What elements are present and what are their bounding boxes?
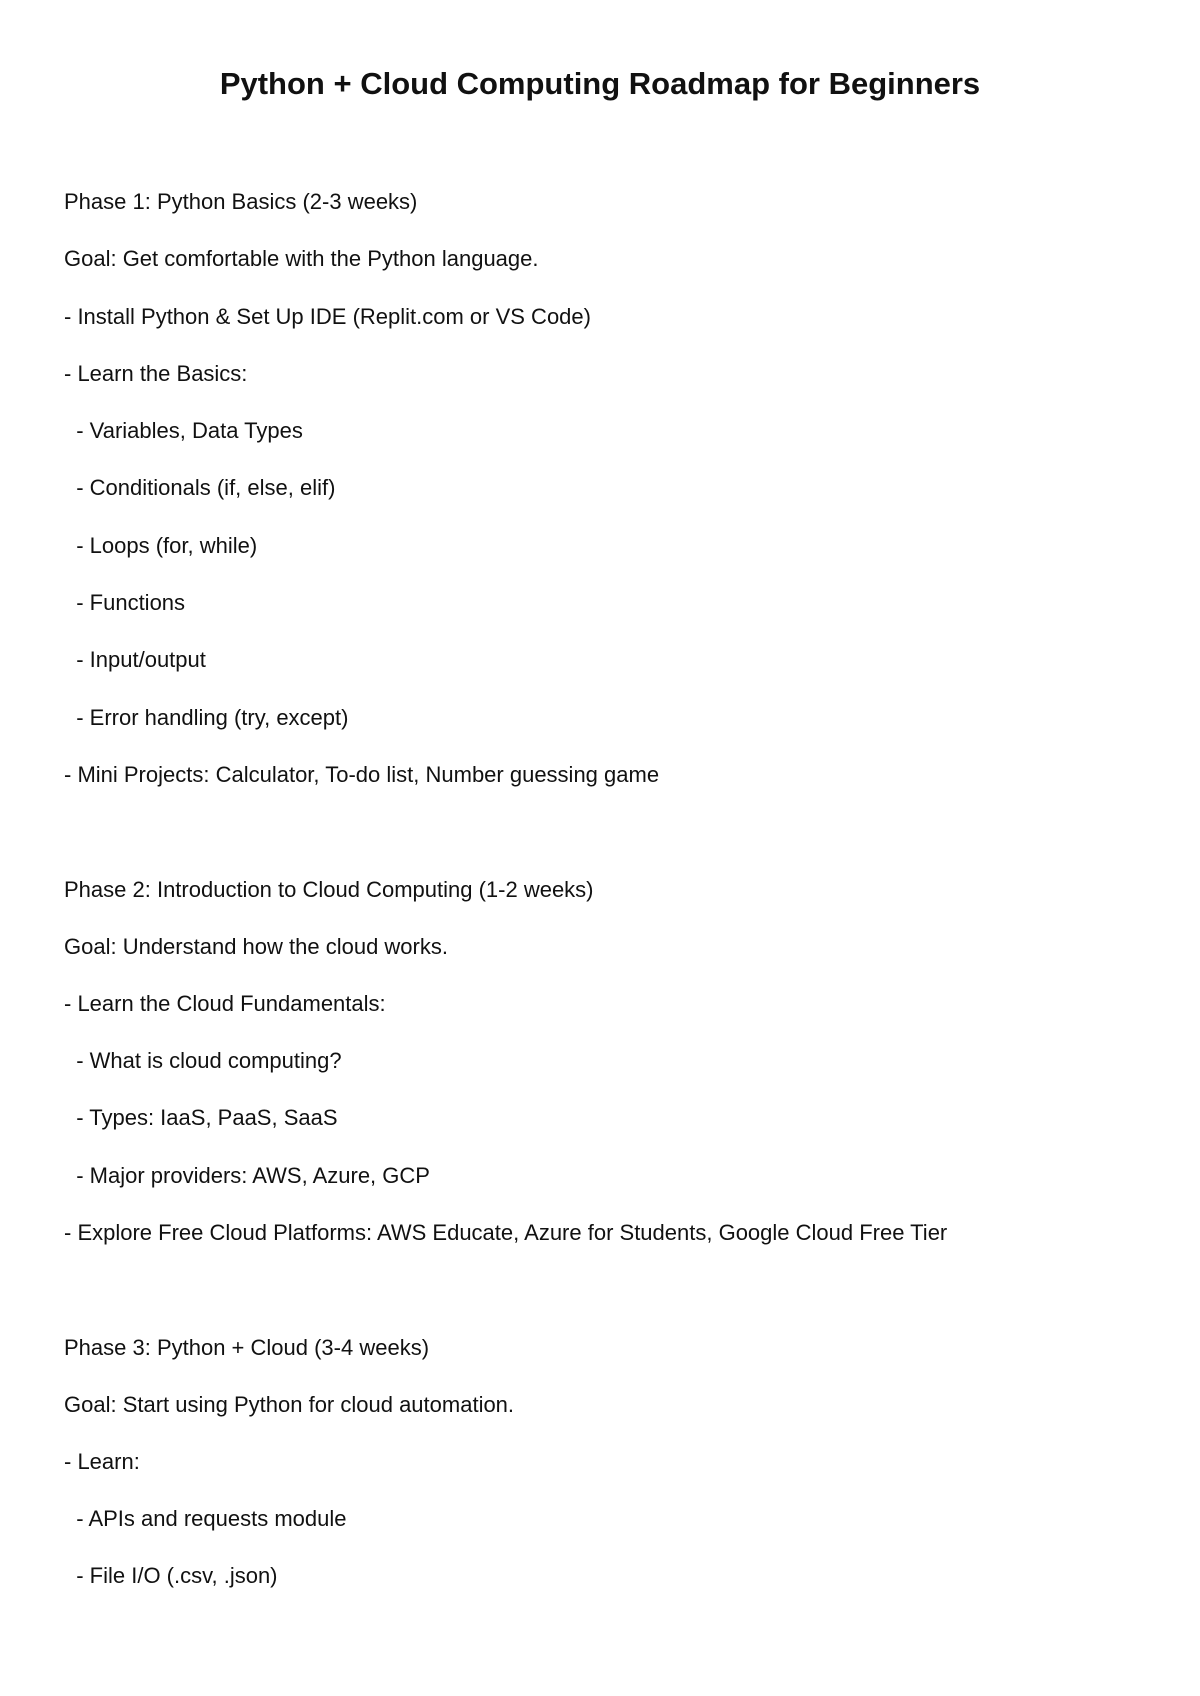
list-item: - Loops (for, while) — [64, 533, 258, 558]
phase-1-goal: Goal: Get comfortable with the Python language. — [64, 246, 539, 271]
list-item: - Learn the Basics: — [64, 361, 248, 386]
page-title: Python + Cloud Computing Roadmap for Beginners — [219, 66, 981, 101]
list-item: - Install Python & Set Up IDE (Replit.com or VS Code) — [64, 304, 591, 329]
list-item: - Input/output — [64, 647, 206, 672]
phase-1-heading: Phase 1: Python Basics (2-3 weeks) — [64, 189, 418, 214]
list-item: - Types: IaaS, PaaS, SaaS — [64, 1105, 338, 1130]
phase-3-heading: Phase 3: Python + Cloud (3-4 weeks) — [64, 1335, 430, 1360]
list-item: - Learn: — [64, 1449, 140, 1474]
phase-2-heading: Phase 2: Introduction to Cloud Computing (1-2 weeks) — [64, 877, 594, 902]
list-item: - Mini Projects: Calculator, To-do list, Number guessing game — [64, 762, 660, 787]
phase-2-goal: Goal: Understand how the cloud works. — [64, 934, 448, 959]
list-item: - Major providers: AWS, Azure, GCP — [64, 1163, 430, 1188]
list-item: - Variables, Data Types — [64, 418, 303, 443]
phase-3-goal: Goal: Start using Python for cloud automation. — [64, 1392, 515, 1417]
list-item: - Conditionals (if, else, elif) — [64, 475, 336, 500]
list-item: - APIs and requests module — [64, 1506, 347, 1531]
list-item: - File I/O (.csv, .json) — [64, 1563, 278, 1588]
list-item: - What is cloud computing? — [64, 1048, 342, 1073]
list-item: - Learn the Cloud Fundamentals: — [64, 991, 386, 1016]
list-item: - Error handling (try, except) — [64, 705, 349, 730]
list-item: - Functions — [64, 590, 186, 615]
list-item: - Explore Free Cloud Platforms: AWS Educate, Azure for Students, Google Cloud Free Tier — [64, 1220, 948, 1245]
